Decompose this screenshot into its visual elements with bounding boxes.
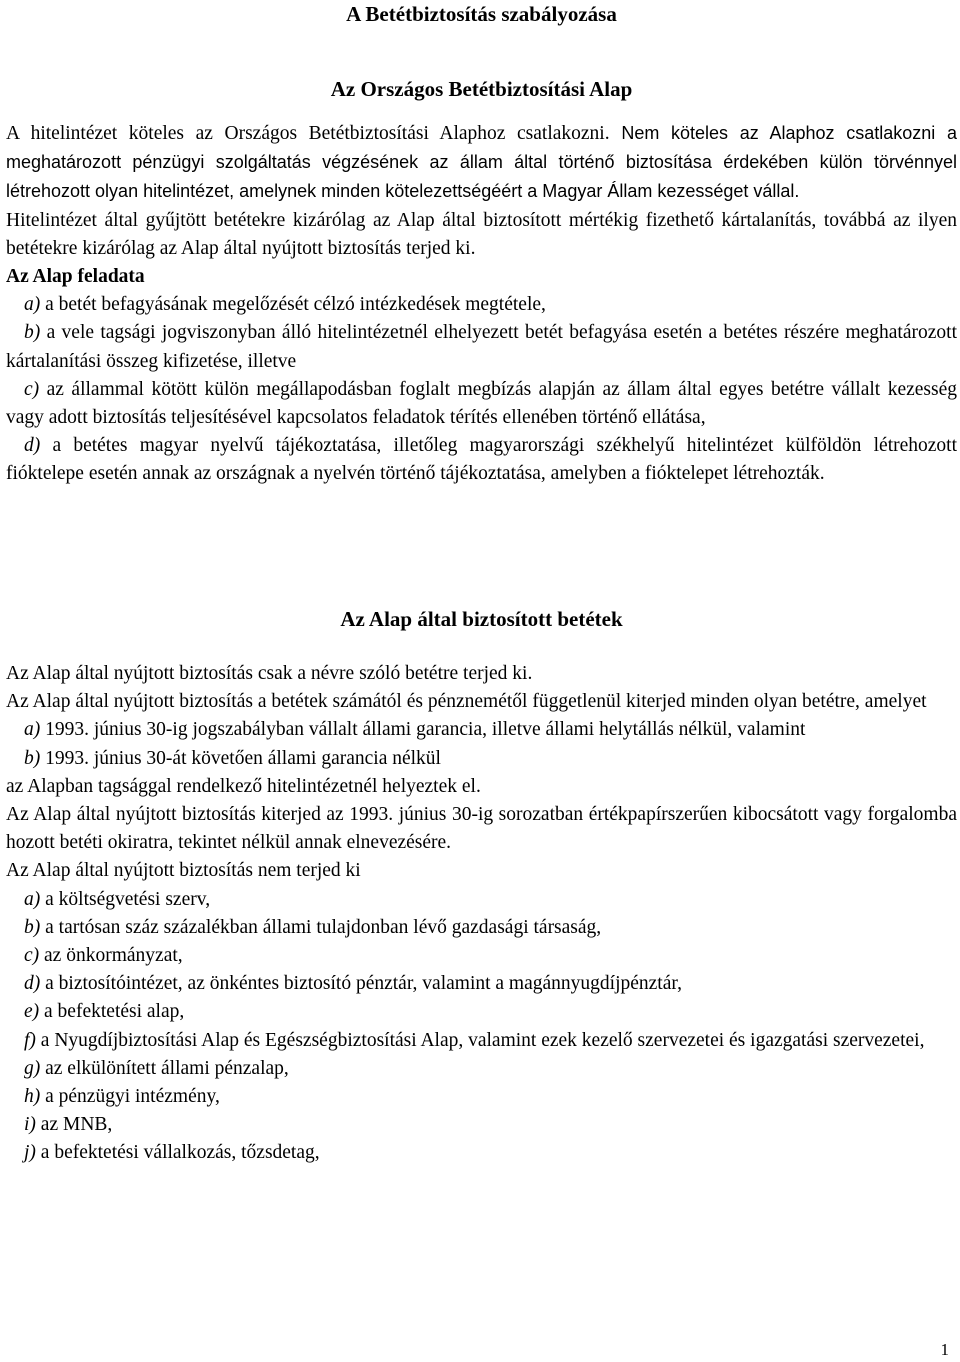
- cover-item-b: [6, 745, 957, 773]
- task-item-d: [6, 432, 957, 488]
- exclusion-item-i: [6, 1111, 957, 1139]
- exclusion-item-a: [6, 886, 957, 914]
- cover-item-label: a): [24, 719, 41, 741]
- exclusion-item-text: a tartósan száz százalékban állami tulajdonban lévő gazdasági társaság,: [40, 916, 602, 938]
- section-heading-betetek: Az Alap által biztosított betétek: [340, 607, 623, 631]
- cover-item-text: 1993. június 30-ig jogszabályban vállalt állami garancia, illetve állami helytállás nélkül, valamint: [40, 719, 806, 741]
- section2-paragraph-5: Az Alap által nyújtott biztosítás nem terjed ki: [6, 860, 361, 882]
- exclusion-item-label: h): [24, 1086, 41, 1108]
- task-item-label: b): [24, 322, 41, 344]
- section2-paragraph-4: Az Alap által nyújtott biztosítás kiterjed az 1993. június 30-ig sorozatban értékpapírszerűen kibocsátott vagy forgalomba hozott betéti okiratra, tekintet nélkül annak elnevezésére.: [6, 804, 957, 854]
- section2-block: [6, 660, 957, 1168]
- intro-sentence-1: A hitelintézet köteles az Országos Betétbiztosítási Alaphoz csatlakozni.: [6, 123, 610, 144]
- document-title: A Betétbiztosítás szabályozása: [346, 2, 617, 26]
- task-item-label: c): [24, 378, 40, 400]
- exclusion-item-label: e): [24, 1001, 40, 1023]
- exclusion-item-label: f): [24, 1029, 36, 1051]
- exclusion-item-label: b): [24, 916, 41, 938]
- cover-item-text: 1993. június 30-át követően állami garancia nélkül: [40, 747, 441, 769]
- exclusion-item-text: a költségvetési szerv,: [40, 888, 211, 910]
- exclusion-item-text: a befektetési vállalkozás, tőzsdetag,: [35, 1142, 320, 1164]
- tasks-heading: Az Alap feladata: [6, 266, 145, 288]
- task-item-a: [6, 291, 957, 319]
- exclusion-item-text: az elkülönített állami pénzalap,: [40, 1057, 289, 1079]
- section2-paragraph-1: Az Alap által nyújtott biztosítás csak a névre szóló betétre terjed ki.: [6, 663, 533, 684]
- exclusion-item-text: a pénzügyi intézmény,: [40, 1086, 220, 1108]
- exclusion-item-text: az önkormányzat,: [39, 945, 183, 967]
- exclusion-item-label: d): [24, 973, 41, 995]
- exclusion-item-g: [6, 1055, 957, 1083]
- task-item-label: a): [24, 294, 41, 316]
- intro-sentence-rest: Nem köteles az Alaphoz csatlakozni a meghatározott pénzügyi szolgáltatás végzésének az állam által történő biztosítása érdekében külön törvénnyel létrehozott olyan hitelintézet, amelynek minden kötelezettségéért a Magyar Állam kezességet vállal.: [6, 123, 957, 202]
- task-item-text: az állammal kötött külön megállapodásban foglalt megbízás alapján az állam által egyes betétre vállalt kezesség vagy adott biztosítás teljesítésével kapcsolatos feladatok térítés ellenében történő ellátása,: [6, 378, 957, 429]
- exclusion-item-label: a): [24, 888, 41, 910]
- exclusion-item-c: [6, 942, 957, 970]
- exclusion-item-text: a biztosítóintézet, az önkéntes biztosító pénztár, valamint a magánnyugdíjpénztár,: [40, 973, 682, 995]
- exclusion-item-text: a befektetési alap,: [39, 1001, 185, 1023]
- exclusion-item-j: [6, 1139, 957, 1167]
- task-item-c: [6, 376, 957, 432]
- exclusion-item-label: i): [24, 1114, 36, 1136]
- exclusion-item-label: g): [24, 1057, 41, 1079]
- section-heading-alap: Az Országos Betétbiztosítási Alap: [330, 77, 633, 101]
- task-item-b: [6, 319, 957, 375]
- exclusion-item-b: [6, 914, 957, 942]
- task-item-text: a betét befagyásának megelőzését célzó intézkedések megtétele,: [40, 294, 546, 316]
- exclusion-item-e: [6, 998, 957, 1026]
- cover-item-a: [6, 716, 957, 744]
- section2-paragraph-3: az Alapban tagsággal rendelkező hitelintézetnél helyeztek el.: [6, 775, 481, 797]
- page-number: 1: [940, 1340, 949, 1359]
- exclusion-item-text: a Nyugdíjbiztosítási Alap és Egészségbiztosítási Alap, valamint ezek kezelő szervezetei és igazgatási szervezetei,: [35, 1029, 925, 1051]
- intro-block: [6, 119, 957, 489]
- exclusion-item-h: [6, 1083, 957, 1111]
- exclusion-item-d: [6, 970, 957, 998]
- task-item-label: d): [24, 435, 41, 457]
- section2-paragraph-2: Az Alap által nyújtott biztosítás a betétek számától és pénznemétől függetlenül kiterjed minden olyan betétre, amelyet: [6, 691, 927, 713]
- task-item-text: a vele tagsági jogviszonyban álló hitelintézetnél elhelyezett betét befagyása esetén a betétes részére meghatározott kártalanítási összeg kifizetése, illetve: [6, 322, 957, 372]
- exclusion-item-f: [6, 1027, 957, 1055]
- task-item-text: a betétes magyar nyelvű tájékoztatása, illetőleg magyarországi székhelyű hitelintézet külföldön létrehozott fióktelepe esetén annak az országnak a nyelvén történő tájékoztatása, amelyben a fióktelepet létrehozták.: [6, 435, 957, 485]
- exclusion-item-text: az MNB,: [35, 1114, 113, 1136]
- exclusion-item-label: j): [24, 1142, 36, 1164]
- exclusion-item-label: c): [24, 945, 40, 967]
- intro-paragraph-1: [6, 119, 957, 207]
- intro-paragraph-2: Hitelintézet által gyűjtött betétekre kizárólag az Alap által biztosított mértékig fizethető kártalanítás, továbbá az ilyen betétekre kizárólag az Alap által nyújtott biztosítás terjed ki.: [6, 209, 957, 259]
- cover-item-label: b): [24, 747, 41, 769]
